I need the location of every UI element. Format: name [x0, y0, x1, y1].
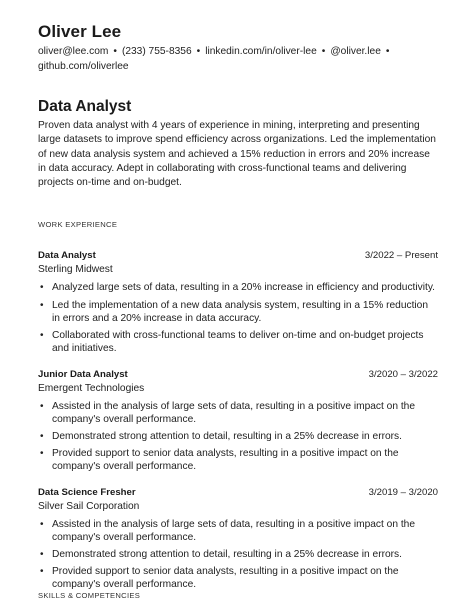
resume-page: [38, 22, 438, 596]
achievement-text: Collaborated with cross-functional teams to deliver on-time and on-budget projects and initiatives.: [52, 330, 424, 355]
achievement-list: [38, 281, 438, 355]
job-title: Junior Data Analyst: [38, 368, 128, 380]
achievement-text: Analyzed large sets of data, resulting in a 20% increase in efficiency and productivity.: [52, 282, 436, 294]
achievement-list: [38, 400, 438, 474]
company-name: Emergent Technologies: [38, 382, 145, 394]
bullet-dot: •: [40, 330, 44, 342]
section-title-skills: SKILLS & COMPETENCIES: [38, 591, 141, 600]
job-list: [38, 249, 438, 591]
job-entry: [38, 249, 438, 355]
bullet-dot: •: [40, 566, 44, 578]
achievement-item: [40, 281, 438, 294]
job-title: Data Analyst: [38, 250, 96, 262]
bullet-dot: •: [40, 400, 44, 412]
job-entry: [38, 368, 438, 474]
achievement-item: [40, 565, 438, 591]
job-dates: 3/2019 – 3/2020: [368, 486, 438, 498]
bullet-dot: •: [40, 282, 44, 294]
achievement-text: Assisted in the analysis of large sets of data, resulting in a positive impact on the company's overall performance.: [52, 400, 415, 425]
separator-dot: •: [113, 46, 117, 57]
achievement-text: Assisted in the analysis of large sets of data, resulting in a positive impact on the company's overall performance.: [52, 518, 415, 543]
job-title: Data Science Fresher: [38, 486, 136, 498]
github-link[interactable]: github.com/oliverlee: [38, 60, 129, 72]
bullet-dot: •: [40, 548, 44, 560]
resume-headline: Data Analyst: [38, 98, 132, 115]
bullet-dot: •: [40, 448, 44, 460]
phone-number: (233) 755-8356: [121, 46, 192, 57]
achievement-text: Provided support to senior data analysts, resulting in a positive impact on the company's overall performance.: [52, 566, 399, 591]
company-name: Sterling Midwest: [38, 264, 113, 276]
email-link[interactable]: oliver@lee.com: [38, 46, 109, 57]
bullet-dot: •: [40, 518, 44, 530]
job-header: [38, 486, 438, 499]
achievement-item: [40, 430, 438, 443]
achievement-item: [40, 329, 438, 355]
linkedin-link[interactable]: linkedin.com/in/oliver-lee: [205, 46, 317, 57]
bullet-dot: •: [40, 430, 44, 442]
achievement-text: Led the implementation of a new data analysis system, resulting in a 15% reduction in errors and a 20% increase in data accuracy.: [52, 299, 429, 324]
achievement-text: Provided support to senior data analysts, resulting in a positive impact on the company's overall performance.: [52, 448, 399, 473]
job-dates: 3/2022 – Present: [364, 250, 438, 262]
separator-dot: •: [385, 46, 390, 57]
achievement-item: [40, 400, 438, 426]
job-header: [38, 249, 438, 262]
bullet-dot: •: [40, 299, 44, 311]
summary-paragraph: Proven data analyst with 4 years of experience in mining, interpreting and presenting large datasets to improve spend efficiency across organizations. Led the implementation of new data analysis system and achieved a 15% reduction in errors and 20% increase in data accuracy. Adept in collaborating with cross-functional teams and delivering projects on-time and on-budget.: [38, 120, 436, 189]
contact-line: [38, 45, 438, 74]
job-dates: 3/2020 – 3/2022: [368, 368, 438, 380]
achievement-item: [40, 447, 438, 473]
achievement-item: [40, 299, 438, 325]
company-name: Silver Sail Corporation: [38, 500, 140, 512]
candidate-name: Oliver Lee: [38, 22, 122, 41]
separator-dot: •: [196, 46, 201, 57]
achievement-text: Demonstrated strong attention to detail, resulting in a 25% decrease in errors.: [52, 548, 402, 560]
achievement-text: Demonstrated strong attention to detail, resulting in a 25% decrease in errors.: [52, 430, 402, 442]
achievement-list: [38, 518, 438, 592]
twitter-handle[interactable]: @oliver.lee: [330, 46, 381, 57]
job-header: [38, 368, 438, 381]
separator-dot: •: [321, 46, 326, 57]
job-entry: [38, 486, 438, 592]
achievement-item: [40, 518, 438, 544]
section-title-work-experience: WORK EXPERIENCE: [38, 220, 118, 230]
achievement-item: [40, 548, 438, 561]
